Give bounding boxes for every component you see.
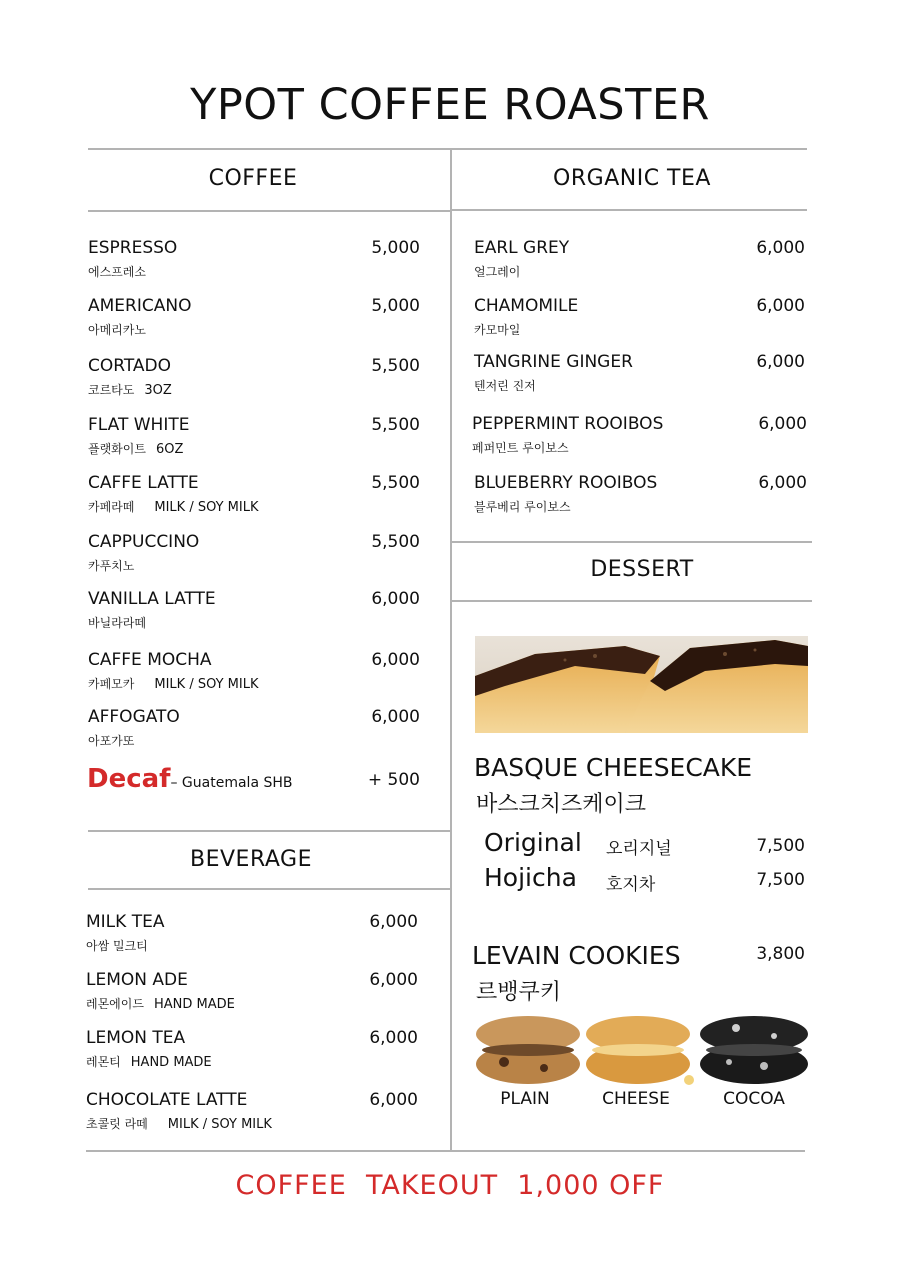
item-price: 5,000 <box>371 238 420 258</box>
item-price: 6,000 <box>758 473 807 493</box>
item-name: VANILLA LATTE <box>88 589 216 609</box>
rule-top <box>88 148 807 150</box>
cookie-flavor-cocoa: COCOA <box>723 1089 785 1109</box>
option-name: Original <box>484 828 582 857</box>
item-price: 6,000 <box>371 707 420 727</box>
item-price: 6,000 <box>369 1028 418 1048</box>
cookies-photo <box>474 1014 810 1088</box>
section-heading-coffee: COFFEE <box>208 166 298 191</box>
decaf-price: + 500 <box>367 770 420 790</box>
item-price: 6,000 <box>371 650 420 670</box>
column-divider <box>450 148 452 1152</box>
option-price: 7,500 <box>756 836 805 856</box>
cheesecake-image <box>475 636 808 733</box>
cookie-flavor-cheese: CHEESE <box>602 1089 670 1109</box>
item-korean: 텐저린 진저 <box>474 379 536 393</box>
item-korean: 페퍼민트 루이보스 <box>472 441 569 455</box>
item-korean: 초콜릿 라떼 MILK / SOY MILK <box>86 1117 272 1132</box>
item-note: MILK / SOY MILK <box>154 677 259 692</box>
item-note: HAND MADE <box>130 1055 212 1070</box>
option-korean: 오리지널 <box>606 839 672 859</box>
cookie-flavor-plain: PLAIN <box>500 1089 550 1109</box>
item-price: 6,000 <box>756 296 805 316</box>
rule-bottom <box>86 1150 805 1152</box>
item-price: 5,500 <box>371 356 420 376</box>
item-name: PEPPERMINT ROOIBOS <box>472 414 664 434</box>
item-korean: 코르타도 3OZ <box>88 383 172 398</box>
item-korean: 카페모카 MILK / SOY MILK <box>88 677 259 692</box>
section-heading-organic-tea: ORGANIC TEA <box>553 166 711 191</box>
section-heading-dessert: DESSERT <box>590 557 694 582</box>
item-note: 6OZ <box>155 442 184 457</box>
item-korean: 아메리카노 <box>88 323 146 337</box>
item-korean: 바닐라라떼 <box>88 616 146 630</box>
rule-beverage-top <box>88 830 450 832</box>
option-korean: 호지차 <box>606 875 656 895</box>
cookies-name: LEVAIN COOKIES <box>472 941 681 970</box>
takeout-discount-banner: COFFEE TAKEOUT 1,000 OFF <box>235 1170 665 1201</box>
item-price: 6,000 <box>758 414 807 434</box>
item-name: FLAT WHITE <box>88 415 190 435</box>
decaf-label: Decaf <box>87 764 171 794</box>
rule-dessert-top <box>452 541 812 543</box>
item-name: TANGRINE GINGER <box>474 352 633 372</box>
item-price: 6,000 <box>369 970 418 990</box>
item-name: CAFFE LATTE <box>88 473 199 493</box>
cookies-korean: 르뱅쿠키 <box>476 980 562 1005</box>
section-heading-beverage: BEVERAGE <box>190 847 312 872</box>
item-price: 6,000 <box>756 352 805 372</box>
item-price: 6,000 <box>369 1090 418 1110</box>
item-name: MILK TEA <box>86 912 165 932</box>
rule-beverage-bottom <box>88 888 450 890</box>
item-name: LEMON TEA <box>86 1028 186 1048</box>
item-korean: 플랫화이트 6OZ <box>88 442 184 457</box>
item-name: CHAMOMILE <box>474 296 579 316</box>
item-note: MILK / SOY MILK <box>154 500 259 515</box>
item-note: MILK / SOY MILK <box>167 1117 272 1132</box>
item-korean: 카푸치노 <box>88 559 135 573</box>
item-price: 5,500 <box>371 532 420 552</box>
cheesecake-korean: 바스크치즈케이크 <box>476 792 647 817</box>
decaf-note: – Guatemala SHB <box>170 775 293 791</box>
option-price: 7,500 <box>756 870 805 890</box>
item-name: EARL GREY <box>474 238 570 258</box>
item-name: ESPRESSO <box>88 238 178 258</box>
item-korean: 아쌈 밀크티 <box>86 939 148 953</box>
cookies-price: 3,800 <box>756 944 805 964</box>
item-price: 6,000 <box>371 589 420 609</box>
decaf-option <box>87 764 293 794</box>
item-price: 5,500 <box>371 473 420 493</box>
cookies-image <box>474 1014 810 1088</box>
item-korean: 아포가또 <box>88 734 135 748</box>
menu-title: YPOT COFFEE ROASTER <box>190 80 710 130</box>
cheesecake-name: BASQUE CHEESECAKE <box>474 753 753 782</box>
item-korean: 레몬에이드 HAND MADE <box>86 997 235 1012</box>
item-korean: 카모마일 <box>474 323 521 337</box>
item-korean: 블루베리 루이보스 <box>474 500 571 514</box>
rule-coffee-header <box>88 210 450 212</box>
item-name: CORTADO <box>88 356 171 376</box>
item-note: HAND MADE <box>153 997 235 1012</box>
cheesecake-photo <box>475 636 808 733</box>
rule-tea-header <box>452 209 807 211</box>
item-name: CAFFE MOCHA <box>88 650 212 670</box>
item-name: CHOCOLATE LATTE <box>86 1090 248 1110</box>
item-note: 3OZ <box>144 383 172 398</box>
option-name: Hojicha <box>484 863 577 892</box>
item-name: AFFOGATO <box>88 707 180 727</box>
item-korean: 얼그레이 <box>474 265 521 279</box>
item-price: 6,000 <box>369 912 418 932</box>
item-korean: 에스프레소 <box>88 265 146 279</box>
rule-dessert-bottom <box>452 600 812 602</box>
item-name: BLUEBERRY ROOIBOS <box>474 473 658 493</box>
item-name: CAPPUCCINO <box>88 532 200 552</box>
item-korean: 레몬티 HAND MADE <box>86 1055 212 1070</box>
item-price: 6,000 <box>756 238 805 258</box>
item-price: 5,500 <box>371 415 420 435</box>
item-price: 5,000 <box>371 296 420 316</box>
item-korean: 카페라떼 MILK / SOY MILK <box>88 500 259 515</box>
item-name: AMERICANO <box>88 296 192 316</box>
item-name: LEMON ADE <box>86 970 188 990</box>
